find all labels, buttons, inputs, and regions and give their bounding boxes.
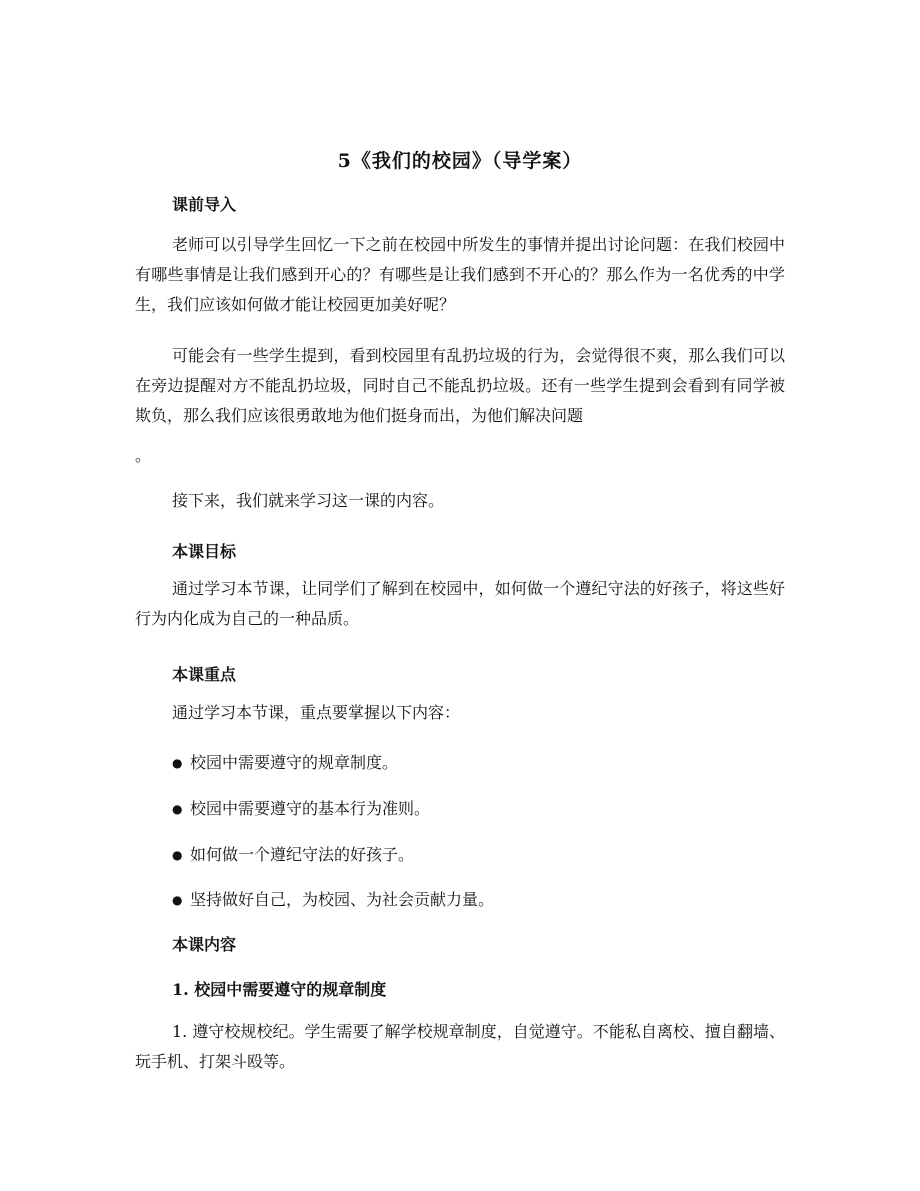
bullet-text: 坚持做好自己，为校园、为社会贡献力量。 [190, 890, 495, 909]
heading-goal: 本课目标 [172, 542, 237, 561]
document-page [135, 0, 785, 1191]
intro-paragraph-2-tail: 。 [135, 446, 152, 465]
content-paragraph-1: 1. 遵守校规校纪。学生需要了解学校规章制度，自觉遵守。不能私自离校、擅自翻墙、玩手机、打架斗殴等。 [135, 1022, 785, 1071]
document-title: 5《我们的校园》（导学案） [337, 150, 583, 172]
focus-paragraph: 通过学习本节课，重点要掌握以下内容： [172, 703, 461, 722]
focus-bullet-item [172, 887, 494, 910]
goal-paragraph: 通过学习本节课，让同学们了解到在校园中，如何做一个遵纪守法的好孩子，将这些好行为内化成为自己的一种品质。 [135, 579, 785, 628]
bullet-icon: ● [172, 756, 183, 770]
intro-paragraph-3: 接下来，我们就来学习这一课的内容。 [172, 491, 445, 510]
intro-paragraph-1: 老师可以引导学生回忆一下之前在校园中所发生的事情并提出讨论问题：在我们校园中有哪些事情是让我们感到开心的？有哪些是让我们感到不开心的？那么作为一名优秀的中学生，我们应该如何做才能让校园更加美好呢？ [135, 235, 785, 314]
heading-content: 本课内容 [172, 935, 237, 954]
intro-paragraph-2: 可能会有一些学生提到，看到校园里有乱扔垃圾的行为，会觉得很不爽，那么我们可以在旁边提醒对方不能乱扔垃圾，同时自己不能乱扔垃圾。还有一些学生提到会看到有同学被欺负，那么我们应该很勇敢地为他们挺身而出，为他们解决问题 [135, 346, 785, 425]
focus-bullet-item [172, 750, 398, 773]
focus-bullet-item [172, 796, 430, 819]
bullet-icon: ● [172, 802, 183, 816]
bullet-text: 校园中需要遵守的规章制度。 [190, 753, 399, 772]
subheading-rules: 1. 校园中需要遵守的规章制度 [172, 980, 387, 999]
heading-intro: 课前导入 [172, 195, 237, 214]
bullet-text: 校园中需要遵守的基本行为准则。 [190, 799, 431, 818]
bullet-text: 如何做一个遵纪守法的好孩子。 [190, 845, 415, 864]
heading-focus: 本课重点 [172, 665, 237, 684]
bullet-icon: ● [172, 893, 183, 907]
focus-bullet-item [172, 842, 414, 865]
bullet-icon: ● [172, 848, 183, 862]
